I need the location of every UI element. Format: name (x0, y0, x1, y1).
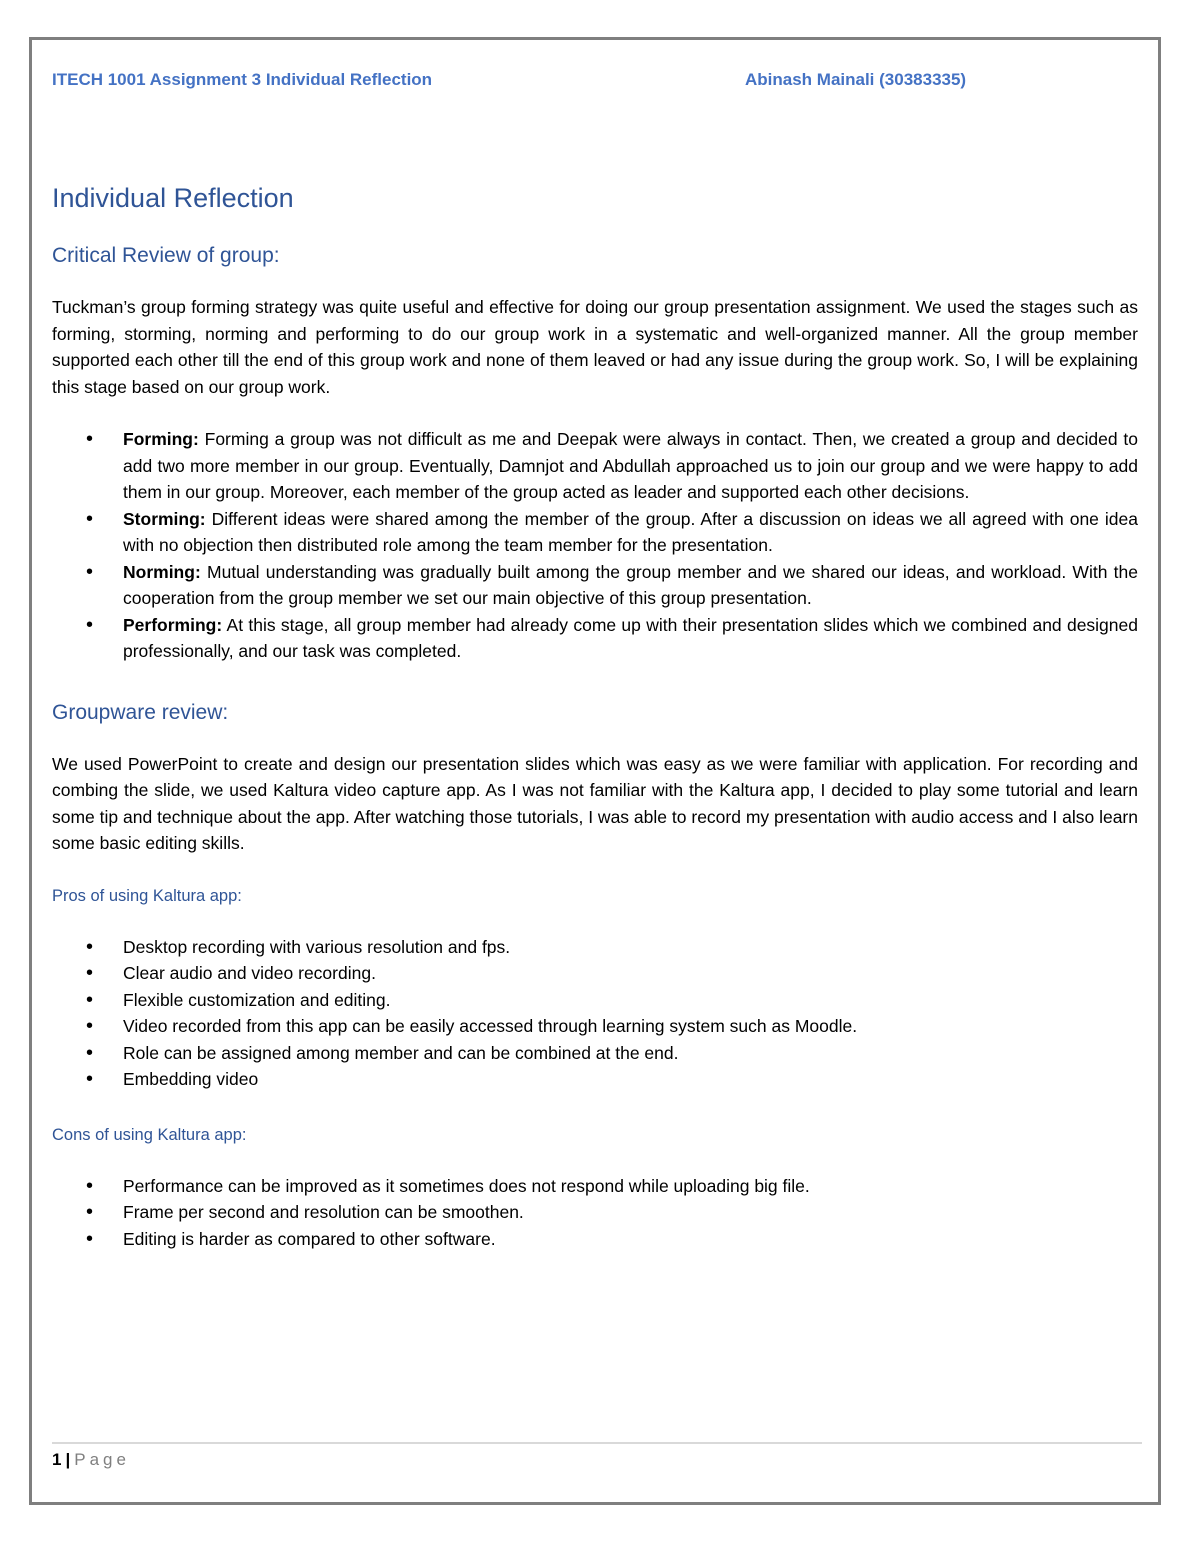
list-item (52, 426, 1138, 506)
document-body (52, 178, 1138, 1252)
groupware-review-heading: Groupware review: (52, 700, 229, 724)
pros-list (52, 934, 1138, 1093)
list-item: • Clear audio and video recording. (52, 960, 1138, 987)
stage-text: At this stage, all group member had already come up with their presentation slides which we combined and designed professionally, and our task was completed. (123, 614, 1138, 661)
stage-term: Storming: (123, 508, 206, 529)
cons-heading: Cons of using Kaltura app: (52, 1125, 247, 1144)
page-footer (52, 1449, 130, 1471)
critical-review-paragraph: Tuckman’s group forming strategy was quite useful and effective for doing our group presentation assignment. We used the stages such as forming, storming, norming and performing to do our group work in a systematic and well-organized manner. All the group member supported each other till the end of this group work and none of them leaved or had any issue during the group work. So, I will be explaining this stage based on our group work. (52, 297, 1138, 397)
list-item: • Role can be assigned among member and can be combined at the end. (52, 1040, 1138, 1067)
stages-list (52, 426, 1138, 665)
pros-heading: Pros of using Kaltura app: (52, 886, 242, 905)
stage-term: Norming: (123, 561, 201, 582)
list-item: • Performance can be improved as it sometimes does not respond while uploading big file. (52, 1173, 1138, 1200)
critical-review-heading: Critical Review of group: (52, 244, 280, 267)
stage-text: Different ideas were shared among the member of the group. After a discussion on ideas we all agreed with one idea with no objection then distributed role among the team member for the presentation. (123, 508, 1138, 555)
stage-term: Forming: (123, 429, 199, 449)
stage-term: Performing: (123, 614, 223, 635)
stage-text: Forming a group was not difficult as me and Deepak were always in contact. Then, we created a group and decided to add two more member in our group. Eventually, Damnjot and Abdullah approached us to join our group and we were happy to add them in our group. Moreover, each member of the group acted as leader and supported each other decisions. (123, 429, 1138, 502)
footer-divider (52, 1442, 1142, 1444)
cons-list (52, 1173, 1138, 1253)
page-label: Page (74, 1450, 130, 1469)
document-title: Individual Reflection (52, 183, 294, 213)
stage-text: Mutual understanding was gradually built among the group member and we shared our ideas, and workload. With the cooperation from the group member we set our main objective of this group presentation. (123, 561, 1138, 608)
groupware-review-paragraph: We used PowerPoint to create and design our presentation slides which was easy as we were familiar with application. For recording and combing the slide, we used Kaltura video capture app. As I was not familiar with the Kaltura app, I decided to play some tutorial and learn some tip and technique about the app. After watching those tutorials, I was able to record my presentation with audio access and I also learn some basic editing skills. (52, 753, 1138, 853)
header-title: ITECH 1001 Assignment 3 Individual Reflection (52, 70, 433, 89)
list-item (52, 559, 1138, 612)
list-item: • Video recorded from this app can be easily accessed through learning system such as Moodle. (52, 1013, 1138, 1040)
page-number: 1 (52, 1450, 62, 1469)
list-item: • Frame per second and resolution can be smoothen. (52, 1199, 1138, 1226)
list-item (52, 506, 1138, 559)
list-item: • Editing is harder as compared to other software. (52, 1226, 1138, 1253)
list-item: • Embedding video (52, 1066, 1138, 1093)
page-header (52, 70, 1138, 96)
header-author: Abinash Mainali (30383335) (745, 70, 967, 89)
list-item: • Desktop recording with various resolution and fps. (52, 934, 1138, 961)
list-item (52, 612, 1138, 665)
list-item: • Flexible customization and editing. (52, 987, 1138, 1014)
footer-separator: | (65, 1450, 71, 1469)
